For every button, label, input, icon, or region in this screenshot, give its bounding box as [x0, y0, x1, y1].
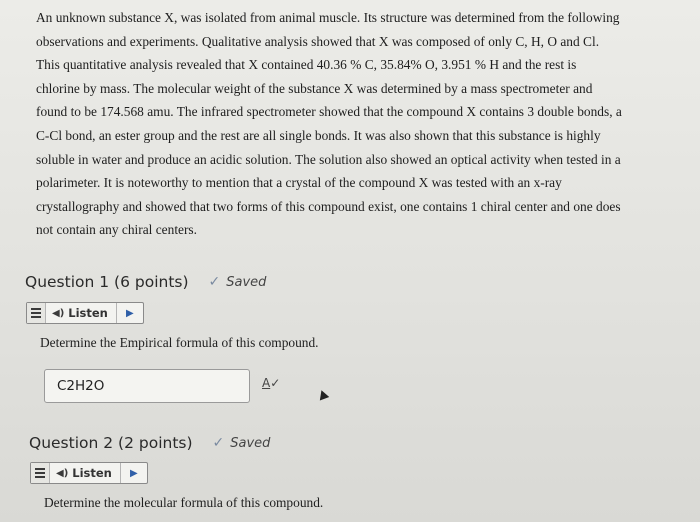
listen-label: Listen: [72, 466, 112, 480]
check-icon: ✓: [212, 435, 225, 451]
question-2-header: [29, 434, 270, 452]
question-2-saved-status: [213, 435, 271, 451]
passage-line: polarimeter. It is noteworthy to mention that a crystal of the compound X was tested with an x-ray: [36, 175, 562, 191]
question-2-title: Question 2 (2 points): [29, 434, 193, 452]
speaker-icon: ◀): [56, 467, 69, 479]
answer-value: C2H2O: [57, 378, 105, 394]
play-icon[interactable]: ▶: [126, 307, 134, 319]
question-1-listen-widget[interactable]: [26, 302, 144, 324]
listen-button[interactable]: [50, 463, 121, 483]
question-2-prompt: Determine the molecular formula of this compound.: [44, 495, 324, 510]
passage-line: found to be 174.568 amu. The infrared spectrometer showed that the compound X contains 3 double bonds, a: [36, 104, 622, 120]
question-1-saved-status: [209, 274, 267, 290]
question-1-prompt: Determine the Empirical formula of this compound.: [40, 335, 319, 350]
passage-line: crystallography and showed that two forms of this compound exist, one contains 1 chiral center and one does: [36, 198, 621, 214]
passage-line: chlorine by mass. The molecular weight of the substance X was determined by a mass spectrometer and: [36, 80, 593, 96]
question-1-header: [25, 273, 266, 291]
spellcheck-icon[interactable]: A✓: [262, 376, 281, 390]
passage-line: soluble in water and produce an acidic solution. The solution also showed an optical activity when tested in a: [36, 151, 621, 167]
passage-line: observations and experiments. Qualitative analysis showed that X was composed of only C, H, O and Cl.: [36, 33, 600, 49]
menu-icon[interactable]: [31, 463, 50, 483]
passage-line: This quantitative analysis revealed that X contained 40.36 % C, 35.84% O, 3.951 % H and the rest is: [36, 57, 577, 73]
answer-input[interactable]: [44, 369, 250, 403]
play-icon[interactable]: ▶: [130, 467, 138, 479]
passage-line: An unknown substance X, was isolated from animal muscle. Its structure was determined from the following: [36, 10, 620, 25]
check-icon: ✓: [208, 274, 221, 290]
question-passage: [36, 6, 654, 242]
mouse-cursor-icon: [317, 389, 329, 401]
saved-label: Saved: [230, 435, 271, 451]
passage-line: not contain any chiral centers.: [36, 222, 197, 238]
listen-button[interactable]: [46, 303, 117, 323]
question-2-listen-widget[interactable]: [30, 462, 148, 484]
question-1-title: Question 1 (6 points): [25, 273, 189, 291]
passage-line: C-Cl bond, an ester group and the rest are all single bonds. It was also shown that this substance is highly: [36, 127, 601, 143]
menu-icon[interactable]: [27, 303, 46, 323]
speaker-icon: ◀): [52, 307, 65, 319]
listen-label: Listen: [68, 306, 108, 320]
saved-label: Saved: [226, 274, 267, 290]
